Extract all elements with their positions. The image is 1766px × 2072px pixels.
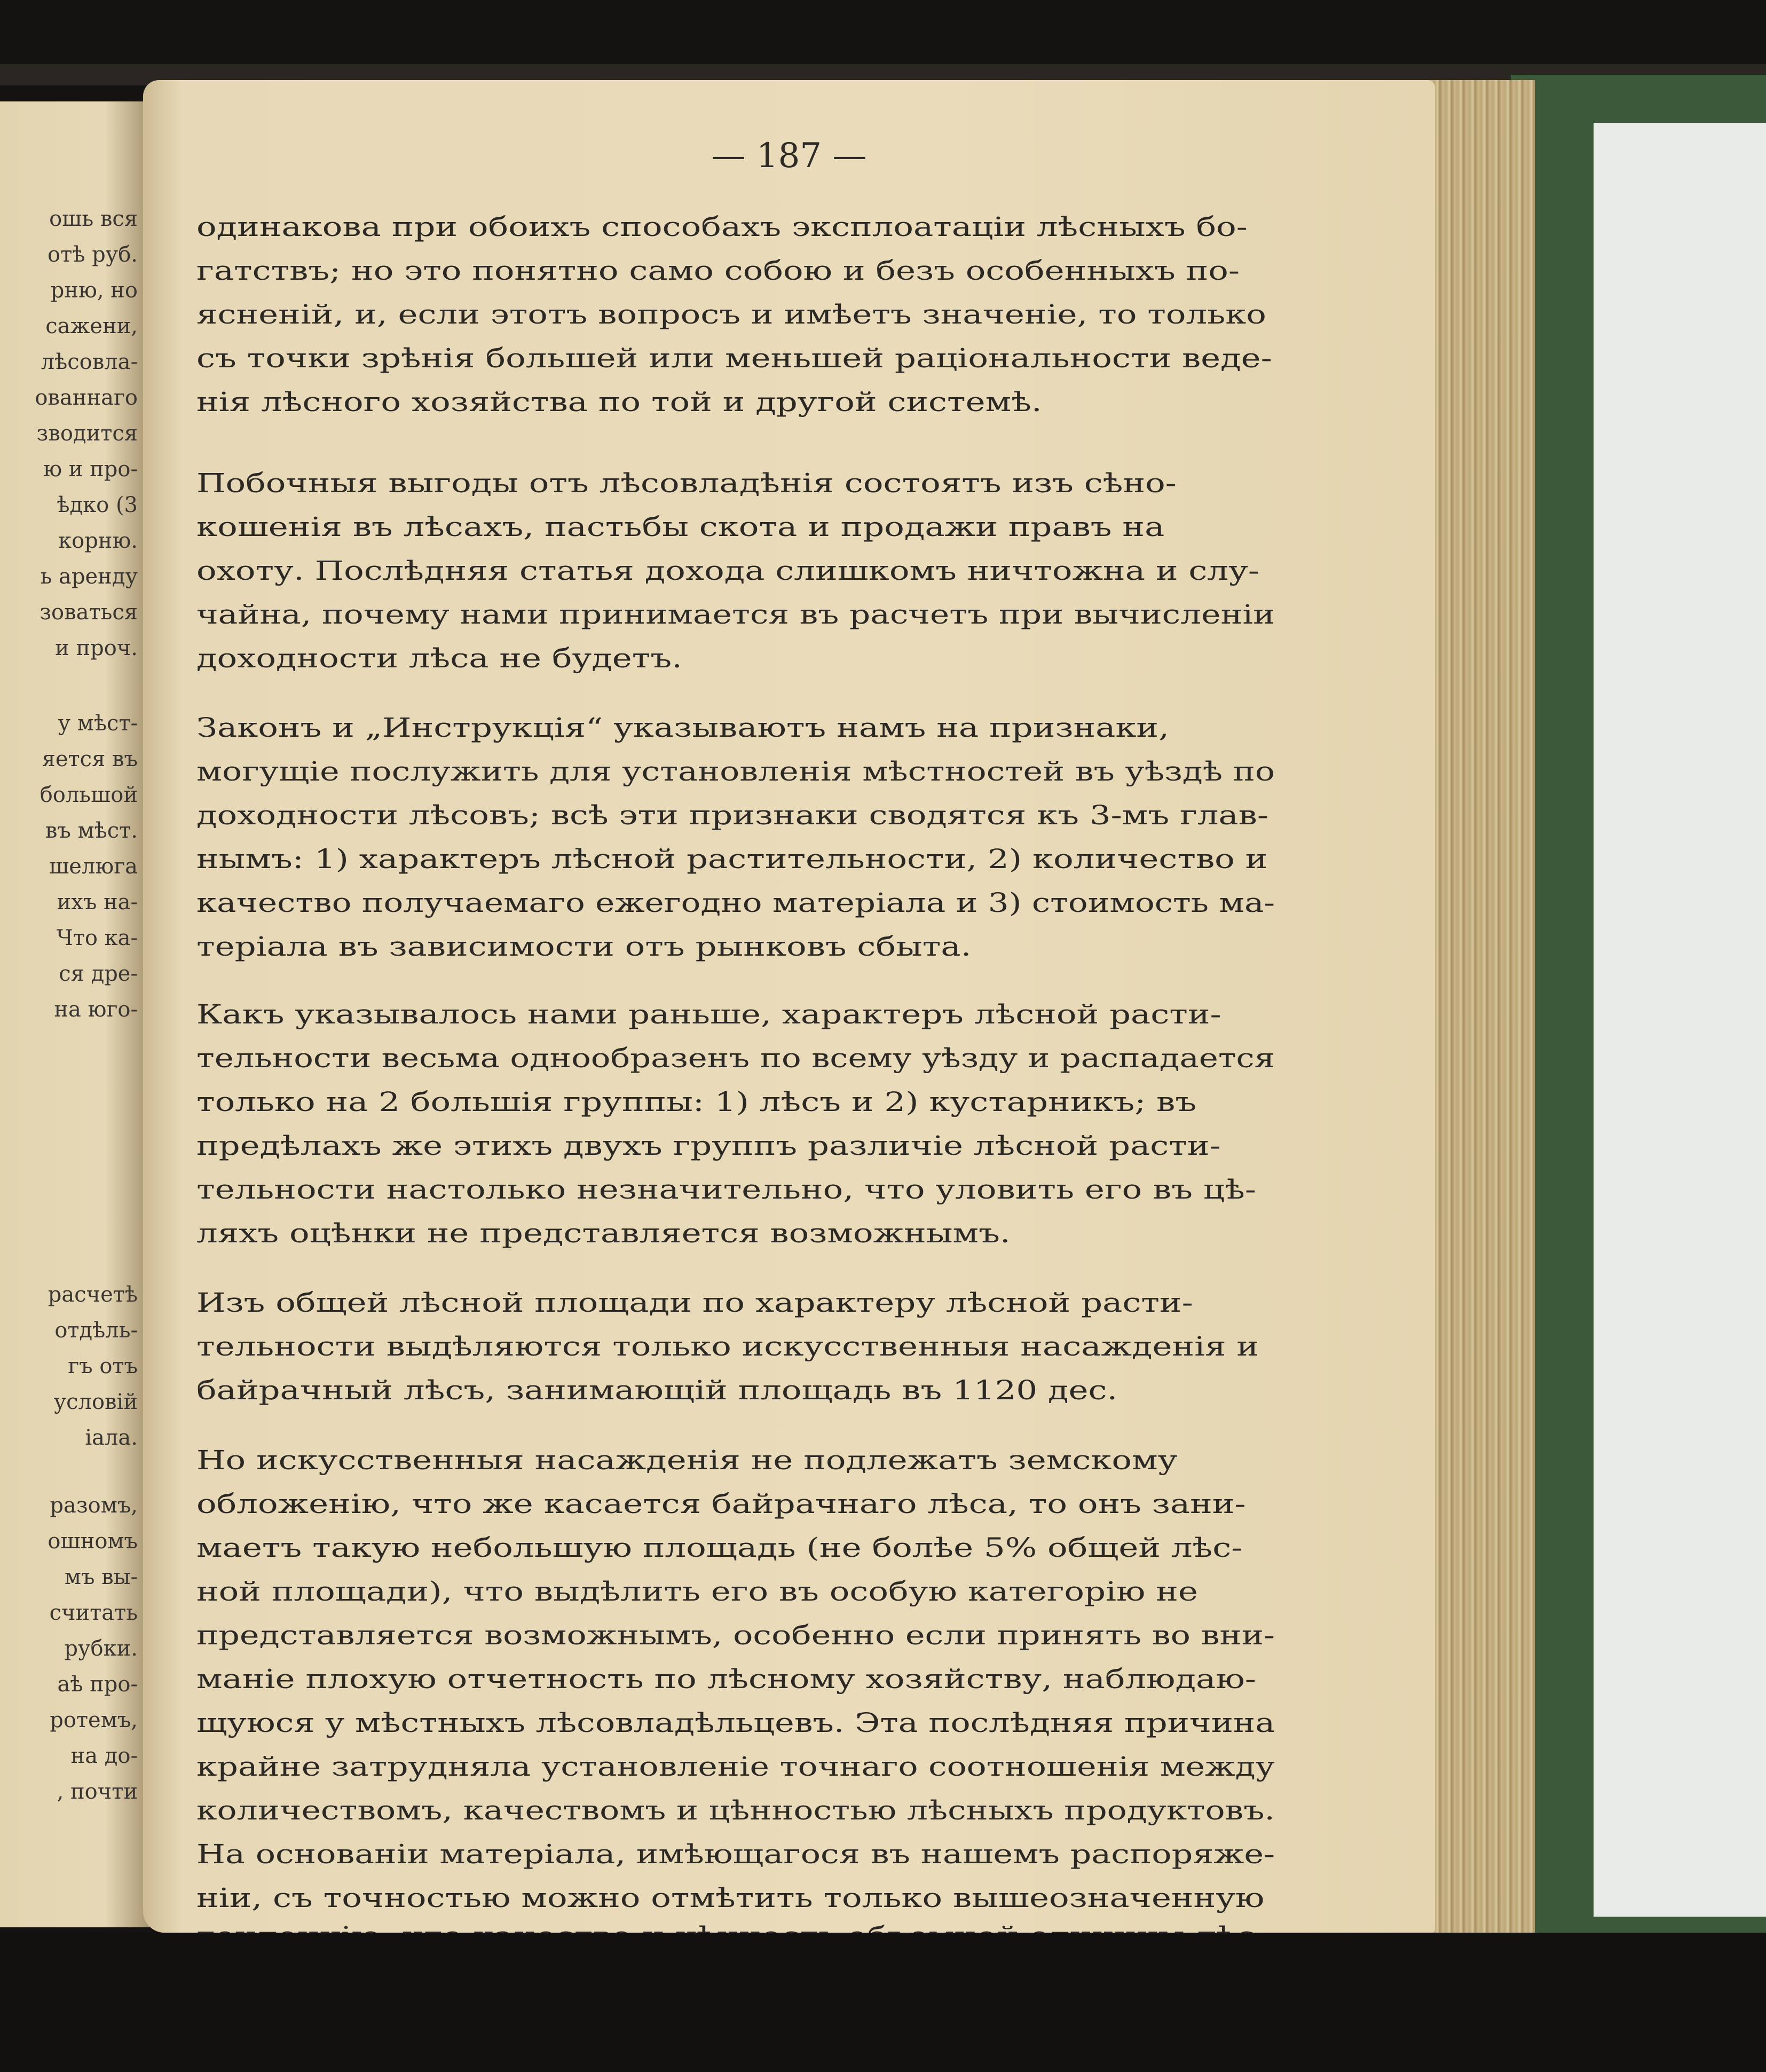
left-page-line: яется въ (42, 747, 138, 771)
left-page-line: ованнаго (35, 385, 138, 410)
text-line (196, 389, 1275, 415)
text-line-span: доходности лѣсовъ; всѣ эти признаки сводятся къ 3-мъ глав- (196, 800, 1268, 831)
left-page-line: на юго- (54, 997, 138, 1022)
text-line (196, 1709, 1275, 1736)
text-line-span: ляхъ оцѣнки не представляется возможнымъ. (196, 1218, 1011, 1249)
text-line-span: тельности весьма однообразенъ по всему уѣзду и распадается (196, 1043, 1275, 1074)
text-line-span: только на 2 большія группы: 1) лѣсъ и 2) кустарникъ; въ (196, 1086, 1197, 1117)
left-page (0, 101, 149, 1927)
page-number: — 187 — (711, 136, 867, 176)
left-page-line: зоваться (40, 600, 138, 625)
text-line (196, 802, 1275, 829)
text-line-span: теріала въ зависимости отъ рынковъ сбыта. (196, 931, 972, 962)
left-page-line: гъ отъ (68, 1354, 138, 1378)
left-page-line: и проч. (55, 636, 138, 660)
text-line (196, 714, 1275, 741)
left-page-line: ошь вся (49, 207, 138, 231)
text-line (196, 1377, 1275, 1404)
text-line (196, 645, 1275, 672)
left-page-line: мъ вы- (64, 1565, 138, 1589)
text-line (196, 1534, 1275, 1561)
text-line-span: Изъ общей лѣсной площади по характеру лѣсной расти- (196, 1287, 1193, 1318)
left-page-line: лѣсовла- (41, 350, 138, 374)
bottom-background (0, 1933, 1766, 2072)
white-card (1594, 123, 1766, 1917)
left-page-line: Что ка- (56, 926, 138, 950)
left-page-line: отдѣль- (54, 1318, 138, 1343)
right-page (143, 80, 1435, 1933)
text-line-span: Какъ указывалось нами раньше, характеръ лѣсной расти- (196, 999, 1221, 1030)
text-line-span: Законъ и „Инструкція“ указываютъ намъ на признаки, (196, 712, 1169, 743)
left-page-line: ошномъ (48, 1529, 138, 1554)
text-line-span: охоту. Послѣдняя статья дохода слишкомъ ничтожна и слу- (196, 555, 1259, 586)
text-line (196, 1622, 1275, 1649)
left-page-line: условій (53, 1390, 138, 1414)
text-line-span: маетъ такую небольшую площадь (не болѣе 5% общей лѣс- (196, 1532, 1243, 1563)
text-line-span: гатствъ; но это понятно само собою и безъ особенныхъ по- (196, 255, 1240, 286)
left-page-line: ротемъ, (50, 1708, 138, 1732)
text-line-span: чайна, почему нами принимается въ расчетъ при вычисленіи (196, 599, 1275, 630)
text-line (196, 1220, 1275, 1247)
text-line-span: крайне затрудняла установленіе точнаго соотношенія между (196, 1751, 1275, 1782)
text-line (196, 1882, 1275, 1913)
text-line-span: качество получаемаго ежегодно матеріала и 3) стоимость ма- (196, 887, 1275, 918)
text-line (196, 601, 1275, 628)
text-line (196, 470, 1275, 497)
text-line-span: тельности настолько незначительно, что уловить его въ цѣ- (196, 1174, 1256, 1205)
text-line-span: представляется возможнымъ, особенно если принять во вни- (196, 1620, 1275, 1651)
text-line (196, 889, 1275, 916)
text-line-span: Побочныя выгоды отъ лѣсовладѣнія состоятъ изъ сѣно- (196, 468, 1177, 499)
left-page-line: разомъ, (50, 1493, 138, 1518)
left-page-line: сажени, (45, 314, 138, 338)
text-line (196, 1664, 1275, 1695)
left-page-line: считать (49, 1601, 138, 1625)
text-line (196, 1488, 1275, 1519)
text-line (196, 1447, 1275, 1474)
left-page-line: , почти (57, 1779, 138, 1804)
text-line-span: могущіе послужить для установленія мѣстностей въ уѣздѣ по (196, 756, 1275, 787)
text-line (196, 1176, 1275, 1203)
left-page-line: рубки. (64, 1636, 138, 1661)
text-line-span: предѣлахъ же этихъ двухъ группъ различіе лѣсной расти- (196, 1130, 1221, 1161)
left-page-line: корню. (58, 529, 138, 553)
left-page-line: въ мѣст. (45, 818, 138, 843)
text-line (196, 1333, 1275, 1360)
left-page-line: ѣдко (3 (57, 493, 138, 517)
text-line (196, 1841, 1275, 1868)
text-line (196, 257, 1275, 284)
text-line-span: доходности лѣса не будетъ. (196, 643, 682, 674)
left-page-line: ихъ на- (57, 890, 138, 915)
text-line (196, 1753, 1275, 1780)
text-line (196, 1132, 1275, 1159)
left-page-line: ю и про- (43, 457, 138, 482)
text-line (196, 345, 1275, 372)
text-line (196, 301, 1275, 328)
text-line-span: ніи, съ точностью можно отмѣтить только вышеозначенную (196, 1882, 1265, 1913)
text-line-span: щуюся у мѣстныхъ лѣсовладѣльцевъ. Эта послѣдняя причина (196, 1707, 1275, 1738)
text-line-span: тельности выдѣляются только искусственныя насажденія и (196, 1331, 1259, 1362)
text-line (196, 511, 1275, 542)
text-line-span: Но искусственныя насажденія не подлежатъ земскому (196, 1445, 1178, 1476)
text-line (196, 1045, 1275, 1072)
text-line (196, 1797, 1275, 1824)
left-page-line: отѣ руб. (48, 242, 138, 267)
left-page-line: у мѣст- (58, 711, 138, 736)
text-line (196, 1578, 1275, 1605)
text-line (196, 933, 1275, 960)
text-line-span: нымъ: 1) характеръ лѣсной растительности, 2) количество и (196, 844, 1268, 875)
text-line-span: байрачный лѣсъ, занимающій площадь въ 1120 дес. (196, 1375, 1118, 1406)
text-line-span: кошенія въ лѣсахъ, пастьбы скота и продажи правъ на (196, 511, 1165, 542)
left-page-line: рню, но (50, 278, 138, 303)
left-page-line: большой (40, 783, 138, 807)
left-page-line: зводится (36, 421, 138, 446)
text-line-span: ной площади), что выдѣлить его въ особую категорію не (196, 1576, 1198, 1607)
text-line (196, 211, 1275, 242)
text-line-span: обложенію, что же касается байрачнаго лѣса, то онъ зани- (196, 1488, 1246, 1519)
left-page-line: шелюга (49, 854, 138, 879)
left-page-line: аѣ про- (57, 1672, 138, 1697)
text-line (196, 1086, 1275, 1117)
left-page-line: ь аренду (40, 564, 138, 589)
text-line-span: количествомъ, качествомъ и цѣнностью лѣсныхъ продуктовъ. (196, 1795, 1275, 1826)
text-line-span: ясненій, и, если этотъ вопросъ и имѣетъ значеніе, то только (196, 299, 1266, 330)
text-line-span: маніе плохую отчетность по лѣсному хозяйству, наблюдаю- (196, 1664, 1256, 1695)
text-line (196, 1289, 1275, 1316)
left-page-line: на до- (70, 1744, 138, 1768)
text-line-span: съ точки зрѣнія большей или меньшей раціональности веде- (196, 343, 1272, 374)
text-line-span: На основаніи матеріала, имѣющагося въ нашемъ распоряже- (196, 1839, 1275, 1870)
text-line-span: нія лѣсного хозяйства по той и другой системѣ. (196, 387, 1042, 417)
text-line (196, 844, 1275, 875)
left-page-line: іала. (85, 1425, 138, 1450)
text-line-span: одинакова при обоихъ способахъ эксплоатаціи лѣсныхъ бо- (196, 211, 1248, 242)
page-edges (1423, 80, 1535, 1933)
text-line (196, 557, 1275, 584)
left-page-line: расчетѣ (48, 1282, 138, 1307)
left-page-line: ся дре- (59, 962, 138, 986)
text-line (196, 758, 1275, 785)
text-line (196, 1001, 1275, 1028)
